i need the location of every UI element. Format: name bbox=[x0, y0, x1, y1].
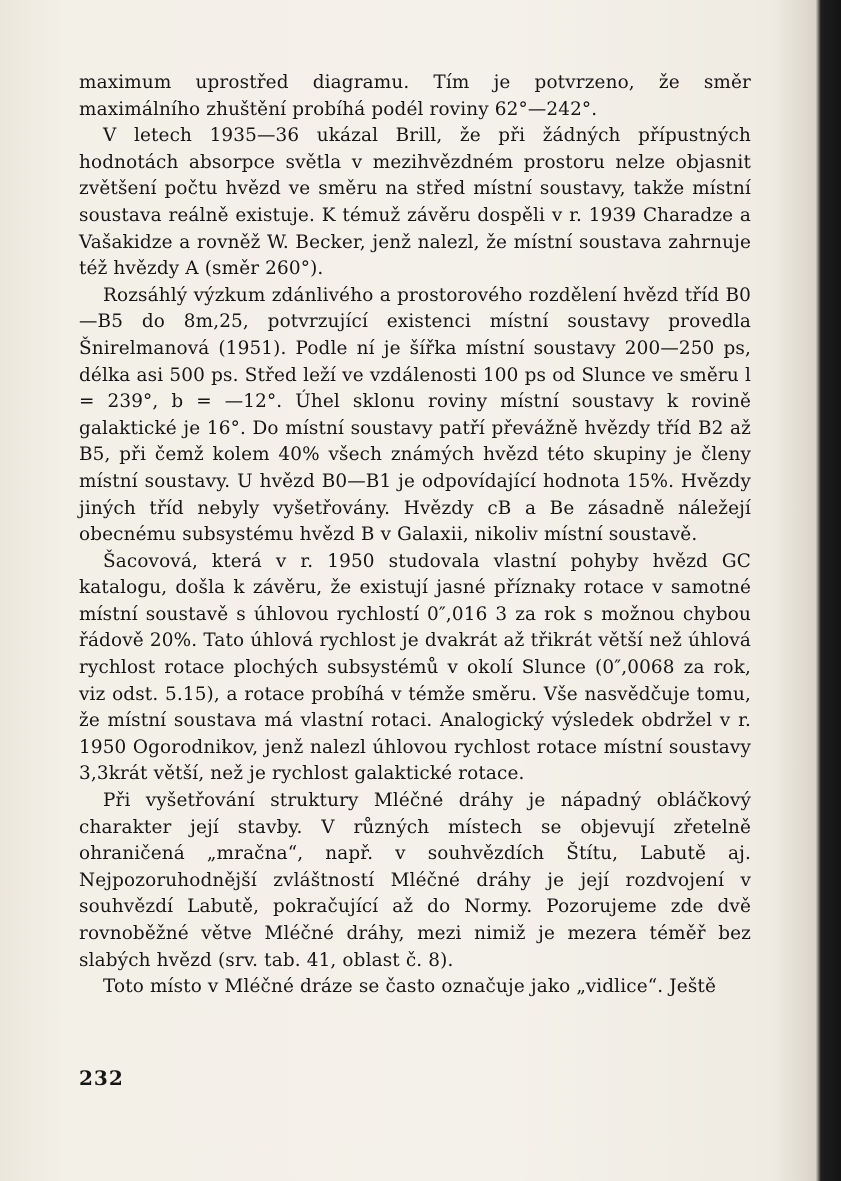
paragraph-4: Šacovová, která v r. 1950 studovala vlastní pohyby hvězd GC katalogu, došla k závěru, že existují jasné příznaky rotace v samotné místní soustavě s úhlovou rychlostí 0″,016 3 za rok s možnou chybou řádově 20%. Tato úhlová rychlost je dvakrát až třikrát větší než úhlová rychlost rotace plochých subsystémů v okolí Slunce (0″,0068 za rok, viz odst. 5.15), a rotace probíhá v témže směru. Vše nasvědčuje tomu, že místní soustava má vlastní rotaci. Analogický výsledek obdržel v r. 1950 Ogorodnikov, jenž nalezl úhlovou rychlost rotace místní soustavy 3,3krát větší, než je rychlost galaktické rotace. bbox=[79, 550, 751, 785]
paragraph-3: Rozsáhlý výzkum zdánlivého a prostorového rozdělení hvězd tříd B0—B5 do 8m,25, potvrzující existenci místní soustavy provedla Šnirelmanová (1951). Podle ní je šířka místní soustavy 200—250 ps, délka asi 500 ps. Střed leží ve vzdálenosti 100 ps od Slunce ve směru l = 239°, b = —12°. Úhel sklonu roviny místní soustavy k rovině galaktické je 16°. Do místní soustavy patří převážně hvězdy tříd B2 až B5, při čemž kolem 40% všech známých hvězd této skupiny je členy místní soustavy. U hvězd B0—B1 je odpovídající hodnota 15%. Hvězdy jiných tříd nebyly vyšetřovány. Hvězdy cB a Be zásadně náležejí obecnému subsystému hvězd B v Galaxii, nikoliv místní soustavě. bbox=[79, 284, 751, 546]
paragraph-1: maximum uprostřed diagramu. Tím je potvrzeno, že směr maximálního zhuštění probíhá podél roviny 62°—242°. bbox=[79, 72, 751, 120]
paragraph-2: V letech 1935—36 ukázal Brill, že při žádných přípustných hodnotách absorpce světla v mezihvězdném prostoru nelze objasnit zvětšení počtu hvězd ve směru na střed místní soustavy, takže místní soustava reálně existuje. K témuž závěru dospěli v r. 1939 Charadze a Vašakidze a rovněž W. Becker, jenž nalezl, že místní soustava zahrnuje též hvězdy A (směr 260°). bbox=[79, 125, 751, 280]
page-number: 232 bbox=[79, 1066, 124, 1090]
paragraph-5: Při vyšetřování struktury Mléčné dráhy je nápadný obláčkový charakter její stavby. V různých místech se objevují zřetelně ohraničená „mračna“, např. v souhvězdích Štítu, Labutě aj. Nejpozoruhodnější zvláštností Mléčné dráhy je její rozdvojení v souhvězdí Labutě, pokračující až do Normy. Pozorujeme zde dvě rovnoběžné větve Mléčné dráhy, mezi nimiž je mezera téměř bez slabých hvězd (srv. tab. 41, oblast č. 8). bbox=[79, 790, 751, 971]
body-text bbox=[79, 70, 751, 1001]
paragraph-6: Toto místo v Mléčné dráze se často označuje jako „vidlice“. Ještě bbox=[103, 976, 716, 998]
